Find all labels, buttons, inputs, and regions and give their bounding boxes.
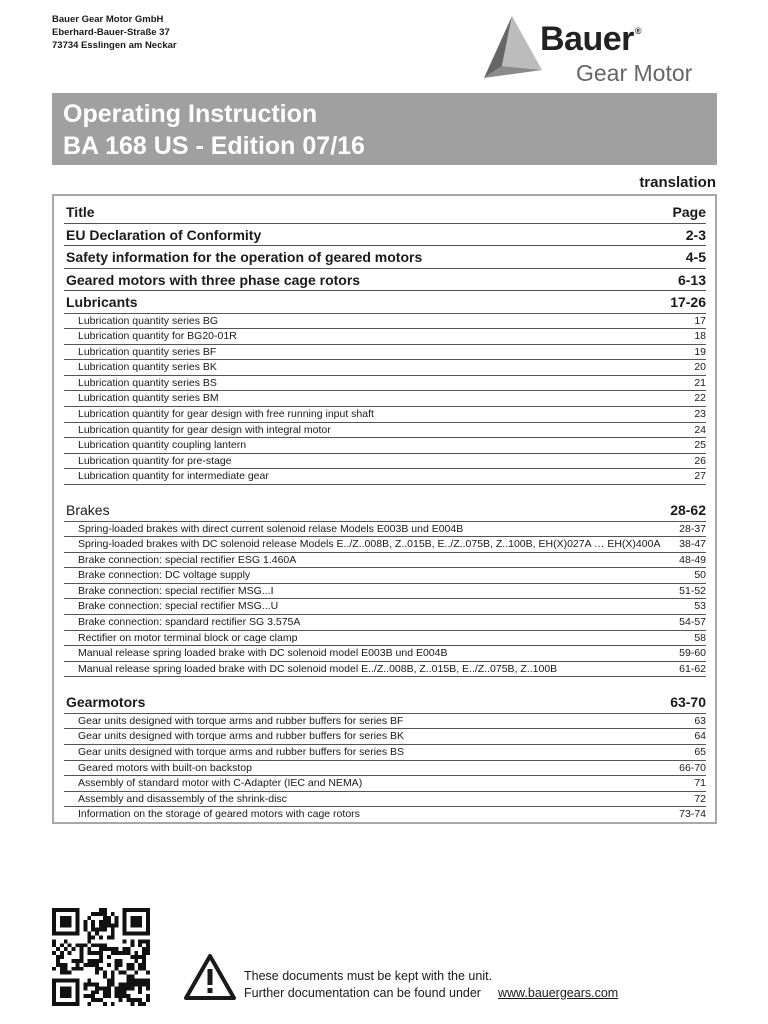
toc-entry-title: Lubrication quantity series BM [78,392,219,405]
toc-entry-page: 65 [694,746,706,759]
toc-entry-title: Manual release spring loaded brake with DC solenoid model E003B und E004B [78,647,448,660]
website-link[interactable]: www.bauergears.com [498,986,619,1000]
toc-entry [64,329,706,345]
toc-entry-page: 22 [694,392,706,405]
toc-entry [64,391,706,407]
toc-entry-title: Lubrication quantity for gear design with integral motor [78,423,331,436]
toc-entry [64,776,706,792]
toc-entry-page: 6-13 [677,271,706,288]
document-title: Operating Instruction [63,100,318,128]
toc-entry-title: Lubrication quantity series BK [78,361,217,374]
toc-entry-page: 66-70 [679,761,706,774]
toc-entry [64,314,706,330]
toc-entry [64,522,706,538]
toc-entry-page: 17 [694,314,706,327]
toc-entry-page: 28-37 [679,522,706,535]
toc-entry-page: 23 [694,408,706,421]
toc-entry-title: Lubrication quantity series BF [78,345,217,358]
toc-header [64,201,706,224]
notice-line-2: Further documentation can be found under [244,986,481,1000]
toc-entry [64,469,706,485]
toc-entry-page: 71 [694,777,706,790]
footer-notice [244,968,619,1002]
toc-entry [64,553,706,569]
toc-entry-title: Spring-loaded brakes with direct current solenoid relase Models E003B und E004B [78,522,464,535]
notice-line-1: These documents must be kept with the unit. [244,969,493,983]
toc-entry-page: 4-5 [685,249,706,265]
toc-entry [64,729,706,745]
toc-entry-page: 72 [694,792,706,805]
toc-entry [64,761,706,777]
toc-entry [64,438,706,454]
logo-subtitle: Gear Motor [576,60,693,86]
title-banner [52,93,717,165]
toc-entry [64,407,706,423]
toc-entry-title: Manual release spring loaded brake with DC solenoid model E../Z..008B, Z..015B, E../Z..075B, Z..100B [78,662,558,675]
table-of-contents [52,194,717,824]
toc-entry-title: Spring-loaded brakes with DC solenoid release Models E../Z..008B, Z..015B, E../Z..075B, Z..100B, EH(X)027A … EH(X)400A [78,538,661,551]
company-name: Bauer Gear Motor GmbH [52,14,164,25]
translation-label: translation [639,174,716,191]
toc-entry-page: 19 [694,345,706,358]
toc-entry-title: Assembly and disassembly of the shrink-disc [78,792,287,805]
toc-entry [64,807,706,823]
document-edition: BA 168 US - Edition 07/16 [63,132,365,160]
toc-entry-title: Lubrication quantity series BG [78,314,219,327]
toc-entry [64,631,706,647]
toc-entry-title: Brake connection: special rectifier ESG 1.460A [78,553,297,566]
toc-entry [64,599,706,615]
qr-code [52,908,150,1006]
toc-entry-page: 63 [694,714,706,727]
toc-section [64,269,706,292]
toc-entry [64,662,706,678]
toc-entry-page: 20 [694,361,706,374]
toc-entry-title: Brake connection: DC voltage supply [78,569,251,582]
company-address [52,13,177,52]
toc-entry-page: 51-52 [679,584,706,597]
toc-entry [64,345,706,361]
toc-entry-title: Brake connection: special rectifier MSG...U [78,600,279,613]
toc-entry-page: 24 [694,423,706,436]
toc-entry-page: 18 [694,330,706,343]
toc-entry-title: Gear units designed with torque arms and rubber buffers for series BS [78,746,405,759]
toc-entry-page: 2-3 [685,226,706,243]
toc-entry-page: 50 [694,569,706,582]
toc-entry [64,454,706,470]
toc-entry-page: 59-60 [679,647,706,660]
toc-entry-page: 64 [694,730,706,743]
toc-entry-title: Brake connection: spandard rectifier SG 3.575A [78,616,301,628]
company-city: 73734 Esslingen am Neckar [52,40,177,51]
toc-entry-title: Lubrication quantity for intermediate gear [78,470,269,483]
toc-section-gearmotors: Gearmotors 63-70 [64,691,706,714]
toc-entry-page: 27 [694,470,706,483]
toc-entry [64,568,706,584]
toc-entry [64,584,706,600]
toc-entry-title: EU Declaration of Conformity [66,226,262,243]
toc-entry [64,792,706,808]
toc-entry [64,537,706,553]
toc-entry-title: Information on the storage of geared motors with cage rotors [78,808,360,821]
toc-entry-page: 54-57 [679,616,706,628]
toc-entry [64,646,706,662]
toc-entry-title: Brake connection: special rectifier MSG...I [78,584,274,597]
toc-entry-title: Lubrication quantity coupling lantern [78,439,247,452]
toc-entry-page: 58 [694,631,706,644]
toc-section-lubricants: Lubricants 17-26 [64,291,706,314]
toc-entry-title: Geared motors with three phase cage rotors [66,271,361,288]
toc-entry-title: Safety information for the operation of geared motors [66,249,423,265]
logo-brand: Bauer® [540,20,642,58]
toc-entry-title: Lubrication quantity for gear design with free running input shaft [78,408,374,421]
toc-entry [64,714,706,730]
toc-header-page: Page [672,204,706,220]
toc-entry [64,615,706,631]
toc-entry-page: 53 [694,600,706,613]
toc-entry [64,423,706,439]
toc-entry-title: Lubrication quantity series BS [78,376,217,389]
company-street: Eberhard-Bauer-Straße 37 [52,27,170,38]
toc-entry-page: 25 [694,439,706,452]
toc-section-brakes: Brakes 28-62 [64,499,706,522]
toc-entry-page: 48-49 [679,553,706,566]
toc-entry-page: 61-62 [679,662,706,675]
toc-entry-page: 26 [694,454,706,467]
toc-header-title: Title [66,204,95,220]
toc-entry-title: Gear units designed with torque arms and rubber buffers for series BF [78,714,404,727]
toc-entry [64,376,706,392]
toc-entry-page: 73-74 [679,808,706,821]
toc-section [64,246,706,269]
toc-entry-page: 38-47 [679,538,706,551]
toc-entry-page: 21 [694,376,706,389]
toc-entry [64,745,706,761]
toc-entry [64,360,706,376]
toc-entry-title: Assembly of standard motor with C-Adapter (IEC and NEMA) [78,777,363,790]
toc-entry-title: Lubrication quantity for pre-stage [78,454,232,467]
toc-entry-title: Lubrication quantity for BG20-01R [78,330,237,343]
toc-section [64,224,706,247]
bauer-logo [480,14,720,88]
toc-entry-title: Rectifier on motor terminal block or cage clamp [78,631,298,644]
toc-entry-title: Geared motors with built-on backstop [78,761,252,774]
warning-triangle-icon [184,954,236,1000]
toc-entry-title: Gear units designed with torque arms and rubber buffers for series BK [78,730,405,743]
